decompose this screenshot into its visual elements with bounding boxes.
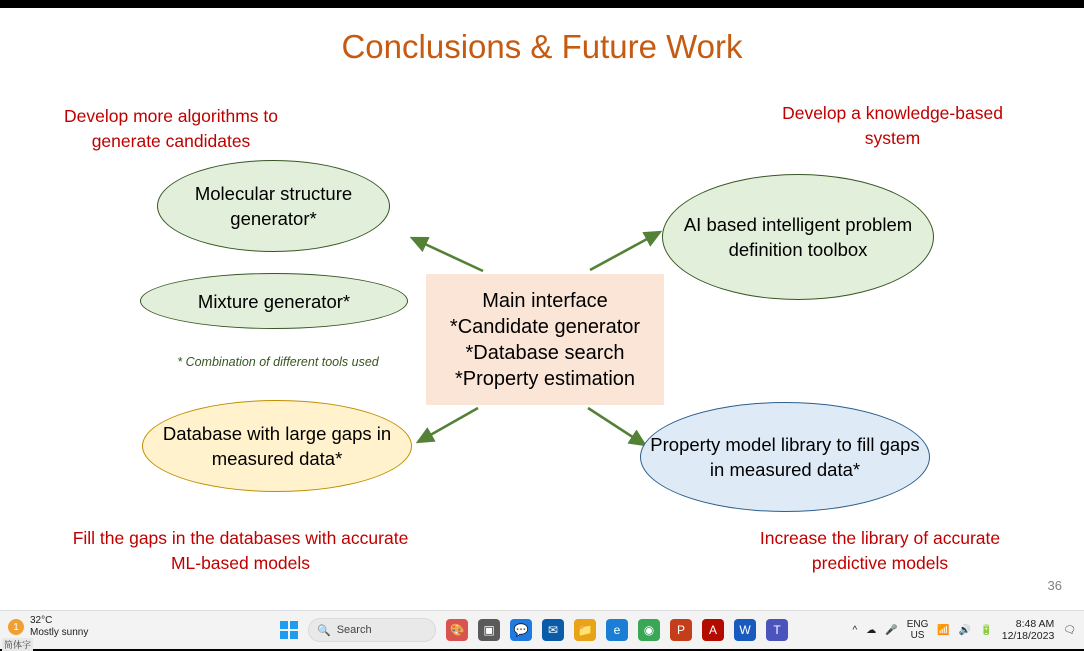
weather-condition: Mostly sunny [30, 627, 89, 638]
volume-icon[interactable]: 🔊 [958, 624, 972, 636]
node-ai-toolbox: AI based intelligent problem definition toolbox [662, 174, 934, 300]
weather-icon [8, 619, 24, 635]
page-title: Conclusions & Future Work [341, 28, 743, 65]
slide-number: 36 [1047, 578, 1062, 593]
microphone-icon[interactable]: 🎤 [885, 624, 898, 636]
main-interface-line-4: *Property estimation [454, 367, 636, 390]
search-input[interactable] [308, 618, 436, 642]
main-interface-line-3: *Database search [465, 341, 625, 364]
app-icon-file-explorer[interactable]: 📁 [574, 619, 596, 641]
language-indicator[interactable] [907, 619, 929, 641]
app-icon-powerpoint[interactable]: P [670, 619, 692, 641]
start-button[interactable] [280, 621, 298, 639]
language-region: US [910, 630, 925, 641]
annotation-bottom-left: Fill the gaps in the databases with accurate ML-based models [72, 528, 409, 573]
app-icon-chrome[interactable]: ◉ [638, 619, 660, 641]
language-code: ENG [906, 619, 929, 630]
node-property-model-library: Property model library to fill gaps in measured data* [640, 402, 930, 512]
taskbar[interactable] [0, 610, 1084, 649]
presentation-slide [0, 8, 1084, 610]
taskbar-apps[interactable] [280, 614, 788, 646]
app-icon-outlook[interactable]: ✉ [542, 619, 564, 641]
node-molecular-structure-generator: Molecular structure generator* [157, 160, 390, 252]
main-interface-line-2: *Candidate generator [449, 315, 641, 338]
clock-time: 8:48 AM [1015, 618, 1055, 630]
app-icon-acrobat[interactable]: A [702, 619, 724, 641]
app-icon-chat[interactable]: 💬 [510, 619, 532, 641]
notifications-icon[interactable]: 🗨 [1063, 624, 1076, 636]
clock[interactable] [1002, 618, 1055, 642]
weather-text [30, 615, 88, 639]
main-interface-line-1: Main interface [482, 289, 608, 312]
wifi-icon[interactable]: 📶 [937, 624, 950, 636]
annotation-top-right: Develop a knowledge-based system [782, 103, 1003, 148]
clock-date: 12/18/2023 [1001, 630, 1055, 642]
weather-badge: 1 [13, 621, 19, 633]
annotation-top-left: Develop more algorithms to generate candidates [64, 106, 278, 151]
footnote: * Combination of different tools used [177, 355, 379, 369]
weather-widget[interactable] [8, 615, 88, 639]
battery-icon[interactable]: 🔋 [980, 624, 993, 636]
search-icon: 🔍 [317, 624, 331, 637]
annotation-bottom-right: Increase the library of accurate predictive models [759, 528, 1001, 573]
weather-temperature: 32°C [30, 615, 53, 626]
node-main-interface [426, 274, 664, 405]
app-icon-edge[interactable]: e [606, 619, 628, 641]
app-icon-task-view[interactable]: ▣ [478, 619, 500, 641]
system-tray[interactable] [853, 614, 1076, 646]
node-mixture-generator: Mixture generator* [140, 273, 408, 329]
search-placeholder: Search [336, 624, 372, 636]
show-hidden-icons-icon[interactable]: ^ [852, 624, 858, 636]
app-icon-teams[interactable]: T [766, 619, 788, 641]
ime-indicator[interactable]: 简体字 [4, 640, 32, 650]
cloud-icon[interactable]: ☁ [866, 624, 877, 636]
app-icon-word[interactable]: W [734, 619, 756, 641]
node-database: Database with large gaps in measured data* [142, 400, 412, 492]
app-icon-widgets[interactable]: 🎨 [446, 619, 468, 641]
